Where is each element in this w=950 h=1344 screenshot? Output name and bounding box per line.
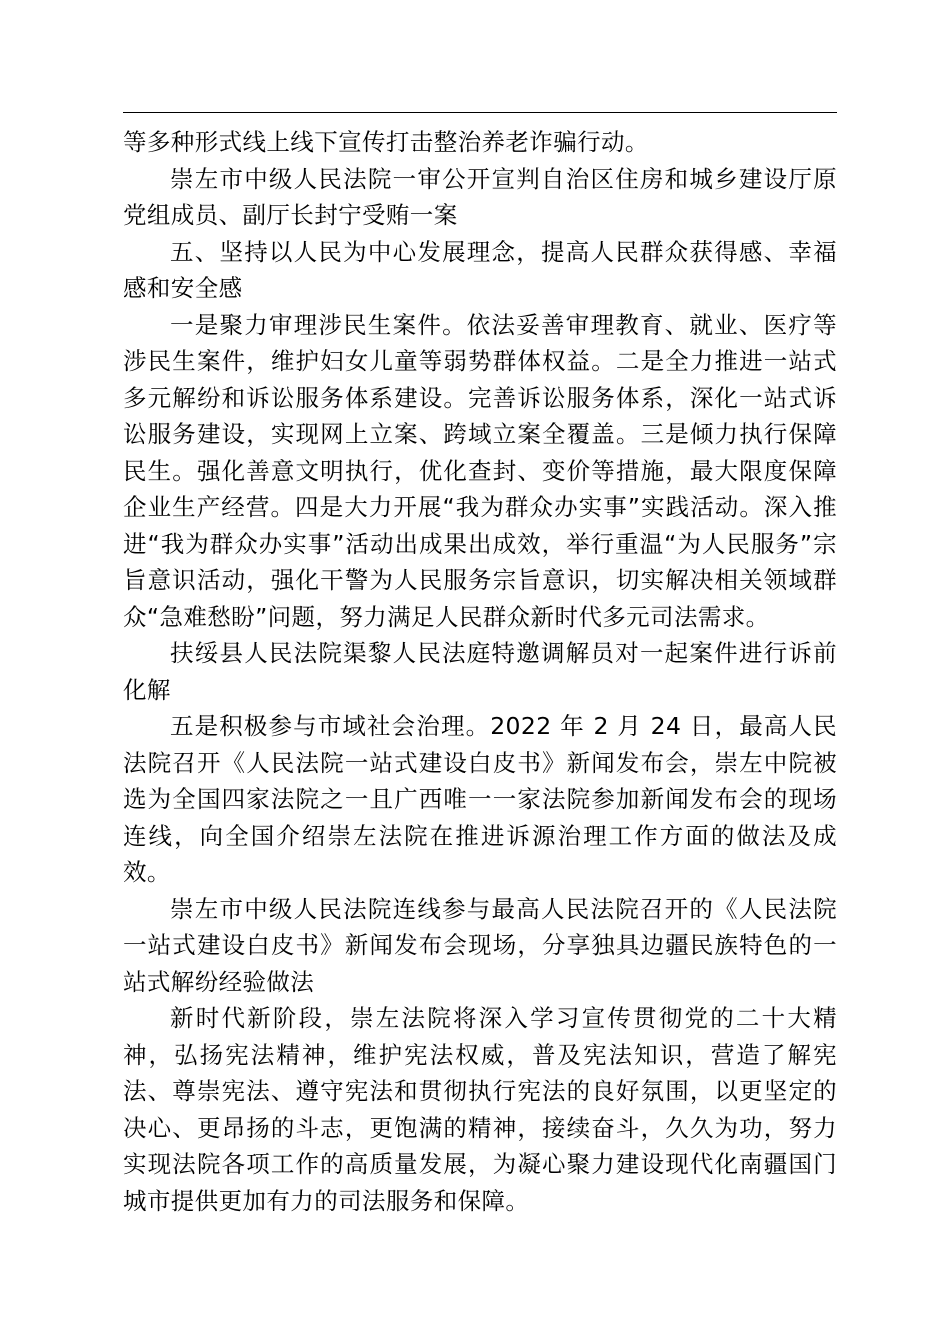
photo-caption: 崇左市中级人民法院连线参与最高人民法院召开的《人民法院一站式建设白皮书》新闻发布会现场，分享独具边疆民族特色的一站式解纷经验做法 <box>123 894 837 996</box>
photo-caption: 扶绥县人民法院渠黎人民法庭特邀调解员对一起案件进行诉前化解 <box>123 639 837 704</box>
body-paragraph: 一是聚力审理涉民生案件。依法妥善审理教育、就业、医疗等涉民生案件，维护妇女儿童等弱势群体权益。二是全力推进一站式多元解纷和诉讼服务体系建设。完善诉讼服务体系，深化一站式诉讼服务建设，实现网上立案、跨域立案全覆盖。三是倾力执行保障民生。强化善意文明执行，优化查封、变价等措施，最大限度保障企业生产经营。四是大力开展“我为群众办实事”实践活动。深入推进“我为群众办实事”活动出成果出成效，举行重温“为人民服务”宗旨意识活动，强化干警为人民服务宗旨意识，切实解决相关领域群众“急难愁盼”问题，努力满足人民群众新时代多元司法需求。 <box>123 310 837 631</box>
photo-caption: 崇左市中级人民法院一审公开宣判自治区住房和城乡建设厅原党组成员、副厅长封宁受贿一案 <box>123 164 837 229</box>
section-heading: 五、坚持以人民为中心发展理念，提高人民群众获得感、幸福感和安全感 <box>123 237 837 302</box>
document-body <box>123 124 837 1219</box>
body-paragraph: 五是积极参与市域社会治理。2022 年 2 月 24 日，最高人民法院召开《人民法院一站式建设白皮书》新闻发布会，崇左中院被选为全国四家法院之一且广西唯一一家法院参加新闻发布会的现场连线，向全国介绍崇左法院在推进诉源治理工作方面的做法及成效。 <box>123 712 837 886</box>
paragraph-continued: 等多种形式线上线下宣传打击整治养老诈骗行动。 <box>123 128 649 156</box>
closing-paragraph: 新时代新阶段，崇左法院将深入学习宣传贯彻党的二十大精神，弘扬宪法精神，维护宪法权威，普及宪法知识，营造了解宪法、尊崇宪法、遵守宪法和贯彻执行宪法的良好氛围，以更坚定的决心、更昂扬的斗志，更饱满的精神，接续奋斗，久久为功，努力实现法院各项工作的高质量发展，为凝心聚力建设现代化南疆国门城市提供更加有力的司法服务和保障。 <box>123 1004 837 1215</box>
header-divider <box>123 112 837 113</box>
